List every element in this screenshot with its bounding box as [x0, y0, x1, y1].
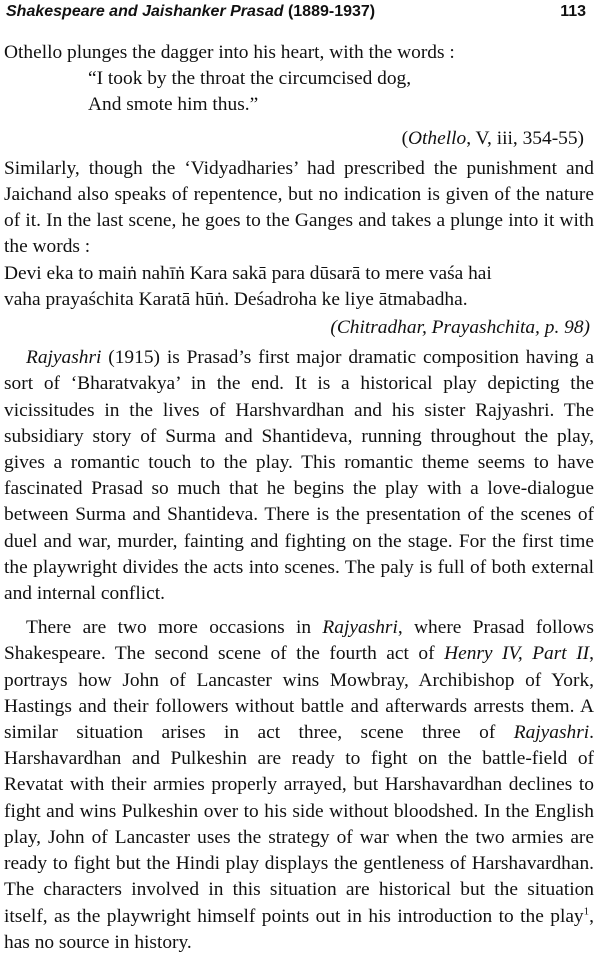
paragraph-rajyashri [4, 345, 594, 607]
running-head [6, 3, 594, 27]
paragraph-similarly: Similarly, though the ‘Vidyadharies’ had prescribed the punishment and Jaichand also speaks of repentence, but no indication is given of the nature of it. In the last scene, he goes to the Ganges and takes a plunge into it with the words : [4, 157, 594, 258]
othello-citation [4, 126, 594, 152]
para3-title-henry-iv: Henry IV, Part II [444, 643, 590, 665]
para3-part-3: , portrays how John of Lancaster wins Mowbray, Archibishop of York, Hastings and their followers without battle and afterwards arrests them. A similar situation arises in act three, scene three of [4, 643, 594, 744]
para3-title-rajyashri-1: Rajyashri [322, 617, 398, 639]
hindi-quote-line-1: Devi eka to maiṅ nahīṅ Kara sakā para dūsarā to mere vaśa hai [4, 262, 492, 284]
chitradhar-citation: (Chitradhar, Prayashchita, p. 98) [330, 317, 590, 339]
para3-part-5: , has no source in history. [4, 905, 594, 953]
paragraph-rajyashri-text: (1915) is Prasad’s first major dramatic composition having a sort of ‘Bharatvakya’ in the end. It is a historical play depicting the vicissitudes in the lives of Harshvardhan and his sister Rajyashri. The subsidiary story of Surma and Shantideva, running throughout the play, gives a romantic touch to the play. This romantic theme seems to have fascinated Prasad so much that he begins the play with a love-dialogue between Surma and Shantideva. There is the presentation of the scenes of duel and war, murder, fainting and fighting on the stage. For the first time the playwright divides the acts into scenes. The paly is full of both external and internal conflict. [4, 347, 594, 605]
body-text [4, 40, 594, 956]
othello-citation-work: Othello [408, 127, 467, 149]
para3-part-4: . Harshavardhan and Pulkeshin are ready to fight on the battle-field of Revatat with their armies properly arrayed, but Harshavardhan declines to fight and wins Pulkeshin over to his side without bloodshed. In the English play, John of Lancaster uses the strategy of war when the two armies are ready to fight but the Hindi play displays the gentleness of Harshavardhan. The characters involved in this situation are historical but the situation itself, as the playwright himself points out in his introduction to the play [4, 722, 594, 927]
quote-verse-line-2: And smote him thus.” [88, 94, 259, 116]
para3-part-2: , where Prasad follows Shakespeare. The second scene of the fourth act of [4, 617, 594, 665]
running-head-title-italic: Shakespeare and Jaishanker Prasad [6, 3, 284, 20]
othello-citation-open: ( [401, 127, 409, 149]
paragraph-two-more-occasions [4, 615, 594, 956]
running-head-years: (1889-1937) [287, 3, 376, 20]
running-head-title [6, 3, 375, 21]
quote-verse-line-1: “I took by the throat the circumcised dog, [88, 68, 412, 90]
para3-title-rajyashri-2: Rajyashri [513, 722, 590, 744]
footnote-mark: 1 [583, 905, 590, 918]
page-number: 113 [560, 3, 586, 20]
para3-part-1: There are two more occasions in [26, 617, 323, 639]
quote-intro-line: Othello plunges the dagger into his heart, with the words : [4, 42, 455, 63]
othello-citation-rest: , V, iii, 354-55) [466, 127, 584, 149]
rajyashri-lead-title: Rajyashri [26, 347, 102, 369]
hindi-quote-line-2: vaha prayaśchita Karatā hūṅ. Deśadroha ke liye ātmabadha. [4, 288, 468, 310]
